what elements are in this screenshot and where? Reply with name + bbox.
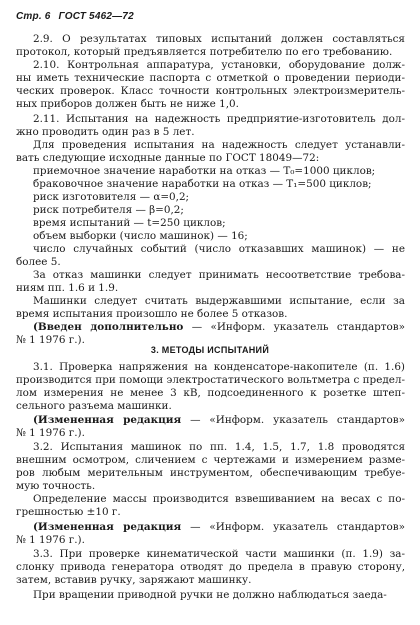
text-line: Машинки следует считать выдержавшими испытание, если за (33, 295, 405, 307)
text-line: Для проведения испытания на надежность следует устанавли- (33, 139, 405, 151)
text-line: протокол, который предъявляется потребителю по его требованию. (16, 46, 393, 58)
amendment-note (33, 521, 405, 534)
text-line: 2.9. О результатах типовых испытаний должен составляться (33, 33, 405, 45)
text-line: слонку привода генератора отводят до предела в правую сторону, (16, 561, 405, 573)
text-line: время испытания произошло не более 5 отказов. (16, 308, 288, 320)
amendment-label: (Введен дополнительно (33, 321, 184, 333)
text-line: число случайных событий (число отказавших машинок) — не (33, 243, 405, 255)
amendment-note (33, 321, 405, 334)
text-line: 3.3. При проверке кинематической части машинки (п. 1.9) за- (33, 548, 405, 560)
text-line: Определение массы производится взвешиванием на весах с по- (33, 493, 405, 505)
text-line: грешностью ±10 г. (16, 506, 121, 518)
text-line: 2.10. Контрольная аппаратура, установки, оборудование долж- (33, 59, 405, 71)
amendment-label: (Измененная редакция (33, 521, 182, 533)
text-line: время испытаний — t=250 циклов; (33, 217, 226, 229)
amendment-text: — «Информ. указатель стандартов» (190, 521, 405, 533)
text-line: более 5. (16, 256, 61, 268)
text-line: ниям пп. 1.6 и 1.9. (16, 282, 119, 294)
text-line: ны иметь технические паспорта с отметкой о проведении периоди- (16, 72, 405, 84)
text-line: риск изготовителя — α=0,2; (33, 191, 190, 203)
text-line: За отказ машинки следует принимать несоответствие требова- (33, 269, 405, 281)
amendment-text: — «Информ. указатель стандартов» (191, 321, 406, 333)
page-number: Стр. 6 (16, 11, 51, 22)
text-line: риск потребителя — β=0,2; (33, 204, 184, 216)
text-line: При вращении приводной ручки не должно наблюдаться заеда- (33, 589, 387, 601)
amendment-note (33, 414, 405, 427)
section-title: 3. МЕТОДЫ ИСПЫТАНИЙ (150, 345, 270, 355)
text-line: приемочное значение наработки на отказ — T₀=1000 циклов; (33, 165, 376, 177)
text-line: мую точность. (16, 480, 96, 492)
text-line: браковочное значение наработки на отказ — T₁=500 циклов; (33, 178, 372, 190)
text-line: производится при помощи электростатического вольтметра с предел- (16, 374, 405, 386)
standard-code: ГОСТ 5462—72 (58, 11, 134, 22)
amendment-text: — «Информ. указатель стандартов» (190, 414, 405, 426)
text-line: 3.2. Испытания машинок по пп. 1.4, 1.5, 1.7, 1.8 проводятся (33, 441, 405, 453)
text-line: вать следующие исходные данные по ГОСТ 18049—72: (16, 152, 320, 164)
text-line: лом измерения не менее 3 кВ, подсоединенного к розетке штеп- (16, 387, 405, 399)
text-line: внешним осмотром, сличением с чертежами и измерением разме- (16, 454, 405, 466)
text-line: ных приборов должен быть не ниже 1,0. (16, 98, 239, 110)
page-header (16, 11, 134, 22)
text-line: затем, вставив ручку, заряжают машинку. (16, 574, 252, 586)
text-line: 3.1. Проверка напряжения на конденсаторе-накопителе (п. 1.6) (33, 361, 405, 373)
text-line: сельного разъема машинки. (16, 400, 172, 412)
amendment-label: (Измененная редакция (33, 414, 182, 426)
amendment-tail: № 1 1976 г.). (16, 427, 85, 439)
text-line: ческих проверок. Класс точности контрольных электроизмеритель- (16, 85, 405, 97)
text-line: жно проводить один раз в 5 лет. (16, 126, 195, 138)
amendment-tail: № 1 1976 г.). (16, 334, 85, 346)
amendment-tail: № 1 1976 г.). (16, 534, 85, 546)
text-line: ров любым мерительным инструментом, обеспечивающим требуе- (16, 467, 405, 479)
text-line: объем выборки (число машинок) — 16; (33, 230, 248, 242)
text-line: 2.11. Испытания на надежность предприятие-изготовитель дол- (33, 113, 405, 125)
